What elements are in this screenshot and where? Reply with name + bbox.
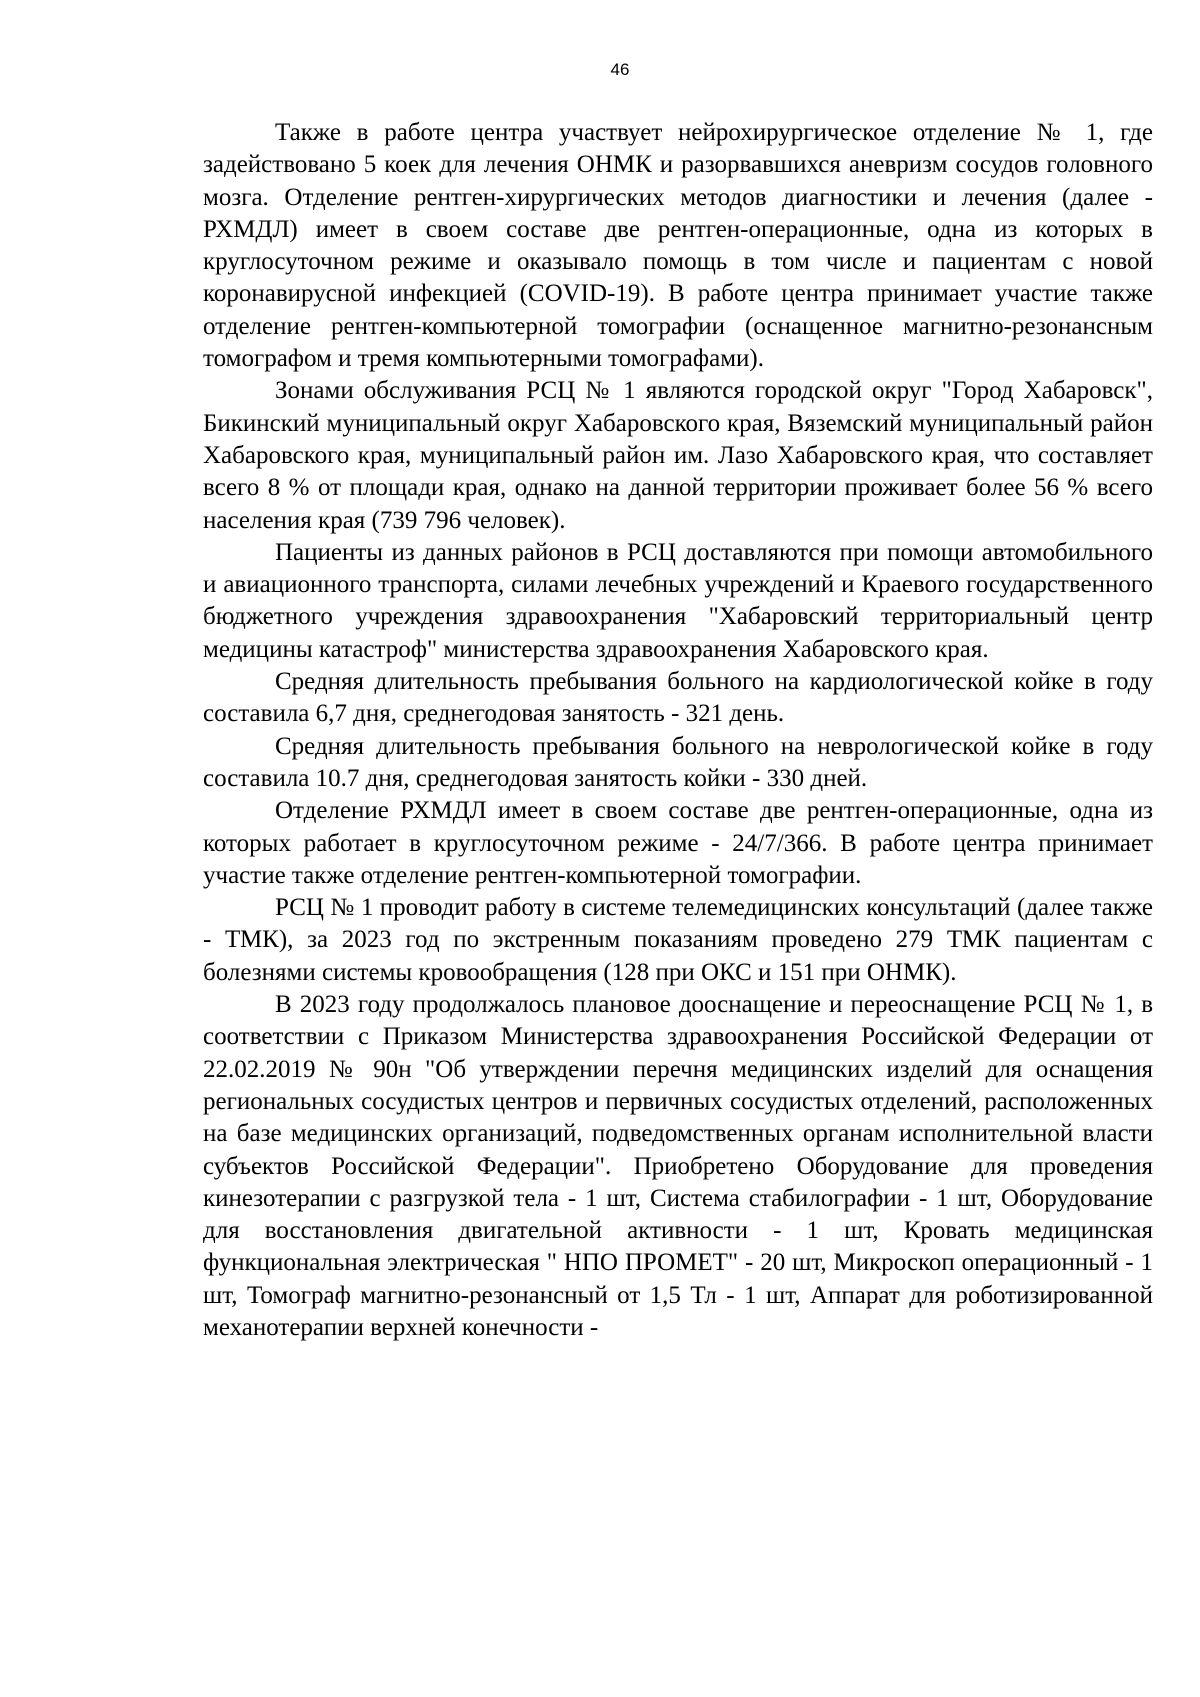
paragraph-cardiology-stay: Средняя длительность пребывания больного на кардиологической койке в году составила 6,7 дня, среднегодовая занятость - 321 день. — [203, 668, 1153, 728]
paragraph-telemedicine: РСЦ № 1 проводит работу в системе телемедицинских консультаций (далее также - ТМК), за 2023 год по экстренным показаниям проведено 279 ТМК пациентам с болезнями системы кровообращения (128 при ОКС и 151 при ОНМК). — [203, 894, 1153, 986]
paragraph-service-zones: Зонами обслуживания РСЦ № 1 являются городской округ "Город Хабаровск", Бикинский муниципальный округ Хабаровского края, Вяземский муниципальный район Хабаровского края, муниципальный район им. Лазо Хабаровского края, что составляет всего 8 % от площади края, однако на данной территории проживает более 56 % всего населения края (739 796 человек). — [203, 377, 1153, 534]
paragraph-neurology-stay: Средняя длительность пребывания больного на неврологической койке в году составила 10.7 дня, среднегодовая занятость койки - 330 дней. — [203, 732, 1153, 792]
paragraph-rkhmdl-department: Отделение РХМДЛ имеет в своем составе две рентген-операционные, одна из которых работает в круглосуточном режиме - 24/7/366. В работе центра принимает участие также отделение рентген-компьютерной томографии. — [203, 797, 1153, 889]
page-number: 46 — [610, 60, 630, 79]
paragraph-patient-transport: Пациенты из данных районов в РСЦ доставляются при помощи автомобильного и авиационного транспорта, силами лечебных учреждений и Краевого государственного бюджетного учреждения здравоохранения "Хабаровский территориальный центр медицины катастроф" министерства здравоохранения Хабаровского края. — [203, 538, 1153, 663]
document-body — [203, 117, 1153, 1344]
paragraph-stroke-center-staff: Также в работе центра участвует нейрохирургическое отделение № 1, где задействовано 5 коек для лечения ОНМК и разорвавшихся аневризм сосудов головного мозга. Отделение рентген-хирургических методов диагностики и лечения (далее - РХМДЛ) имеет в своем составе две рентген-операционные, одна из которых в круглосуточном режиме и оказывало помощь в том числе и пациентам с новой коронавирусной инфекцией (COVID-19). В работе центра принимает участие также отделение рентген-компьютерной томографии (оснащенное магнитно-резонансным томографом и тремя компьютерными томографами). — [203, 119, 1153, 373]
paragraph-equipment: В 2023 году продолжалось плановое дооснащение и переоснащение РСЦ № 1, в соответствии с Приказом Министерства здравоохранения Российской Федерации от 22.02.2019 № 90н "Об утверждении перечня медицинских изделий для оснащения региональных сосудистых центров и первичных сосудистых отделений, расположенных на базе медицинских организаций, подведомственных органам исполнительной власти субъектов Российской Федерации". Приобретено Оборудование для проведения кинезотерапии с разгрузкой тела - 1 шт, Система стабилографии - 1 шт, Оборудование для восстановления двигательной активности - 1 шт, Кровать медицинская функциональная электрическая " НПО ПРОМЕТ" - 20 шт, Микроскоп операционный - 1 шт, Томограф магнитно-резонансный от 1,5 Тл - 1 шт, Аппарат для роботизированной механотерапии верхней конечности - — [203, 991, 1153, 1341]
